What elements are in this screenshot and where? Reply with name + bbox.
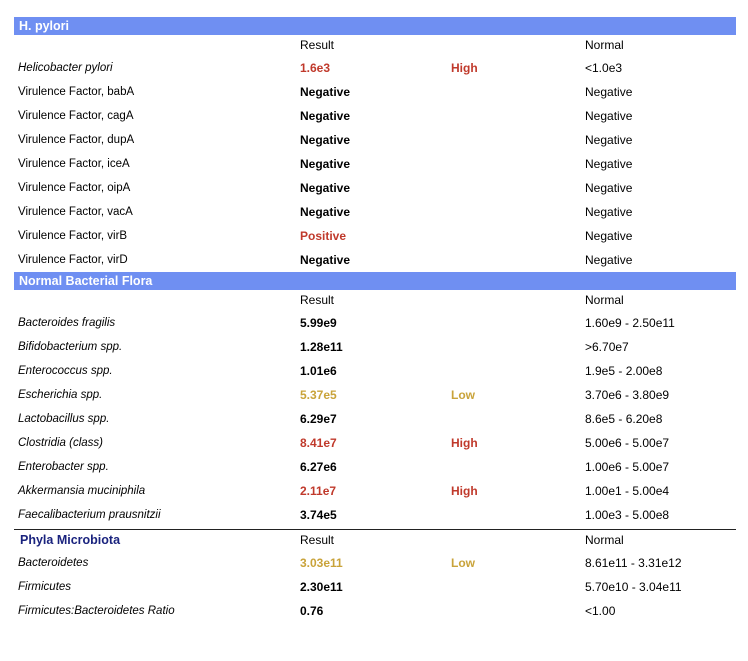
normal-range: Negative bbox=[585, 229, 633, 243]
result-value: 2.11e7 bbox=[300, 484, 337, 498]
result-value: Negative bbox=[300, 181, 351, 195]
table-row bbox=[14, 248, 736, 272]
analyte-name: Virulence Factor, virD bbox=[18, 254, 128, 266]
result-value: 8.41e7 bbox=[300, 436, 337, 450]
normal-column-header: Normal bbox=[585, 533, 624, 547]
analyte-name: Helicobacter pylori bbox=[18, 62, 113, 74]
result-column-header: Result bbox=[300, 533, 335, 547]
normal-column-header: Normal bbox=[585, 293, 624, 307]
analyte-name: Virulence Factor, vacA bbox=[18, 206, 133, 218]
table-row bbox=[14, 455, 736, 479]
analyte-name: Bifidobacterium spp. bbox=[18, 341, 123, 353]
table-row bbox=[14, 335, 736, 359]
table-row bbox=[14, 176, 736, 200]
result-value: 3.74e5 bbox=[300, 508, 337, 522]
analyte-name: Clostridia (class) bbox=[18, 437, 103, 449]
normal-range: 1.00e1 - 5.00e4 bbox=[585, 484, 670, 498]
normal-range: Negative bbox=[585, 253, 633, 267]
flag-label: High bbox=[451, 436, 478, 450]
normal-range: Negative bbox=[585, 85, 633, 99]
normal-range: Negative bbox=[585, 133, 633, 147]
phyla-rows bbox=[14, 551, 736, 623]
analyte-name: Virulence Factor, oipA bbox=[18, 182, 131, 194]
result-value: 5.37e5 bbox=[300, 388, 337, 402]
result-value: Negative bbox=[300, 133, 351, 147]
analyte-name: Lactobacillus spp. bbox=[18, 413, 110, 425]
table-row bbox=[14, 383, 736, 407]
result-value: Negative bbox=[300, 157, 351, 171]
normal-column-header: Normal bbox=[585, 38, 624, 52]
result-column-header: Result bbox=[300, 293, 335, 307]
analyte-name: Bacteroides fragilis bbox=[18, 317, 116, 329]
table-row bbox=[14, 407, 736, 431]
table-row bbox=[14, 431, 736, 455]
analyte-name: Faecalibacterium prausnitzii bbox=[18, 509, 161, 521]
analyte-name: Virulence Factor, babA bbox=[18, 86, 135, 98]
result-value: 6.29e7 bbox=[300, 412, 337, 426]
analyte-name: Bacteroidetes bbox=[18, 557, 89, 569]
table-row bbox=[14, 503, 736, 527]
table-row bbox=[14, 599, 736, 623]
result-value: Negative bbox=[300, 85, 351, 99]
normal-range: 1.9e5 - 2.00e8 bbox=[585, 364, 663, 378]
section-header-h-pylori: H. pylori bbox=[14, 17, 736, 35]
table-row bbox=[14, 104, 736, 128]
phyla-section-title: Phyla Microbiota bbox=[20, 533, 121, 547]
analyte-name: Escherichia spp. bbox=[18, 389, 103, 401]
phyla-header-row bbox=[14, 529, 736, 551]
result-column-header: Result bbox=[300, 38, 335, 52]
result-value: Positive bbox=[300, 229, 347, 243]
normal-range: <1.00 bbox=[585, 604, 616, 618]
normal-flora-rows bbox=[14, 311, 736, 527]
result-value: 1.6e3 bbox=[300, 61, 331, 75]
normal-range: 8.6e5 - 6.20e8 bbox=[585, 412, 663, 426]
normal-range: Negative bbox=[585, 181, 633, 195]
analyte-name: Firmicutes bbox=[18, 581, 72, 593]
table-row bbox=[14, 152, 736, 176]
table-row bbox=[14, 359, 736, 383]
table-row bbox=[14, 551, 736, 575]
result-value: 2.30e11 bbox=[300, 580, 343, 594]
table-row bbox=[14, 200, 736, 224]
table-row bbox=[14, 479, 736, 503]
table-row bbox=[14, 224, 736, 248]
result-value: 6.27e6 bbox=[300, 460, 337, 474]
h-pylori-rows bbox=[14, 56, 736, 272]
result-value: 1.01e6 bbox=[300, 364, 337, 378]
analyte-name: Virulence Factor, dupA bbox=[18, 134, 135, 146]
analyte-name: Enterobacter spp. bbox=[18, 461, 109, 473]
result-value: Negative bbox=[300, 109, 351, 123]
normal-range: Negative bbox=[585, 109, 633, 123]
result-value: Negative bbox=[300, 253, 351, 267]
section-header-normal-bacterial-flora: Normal Bacterial Flora bbox=[14, 272, 736, 290]
normal-range: 5.70e10 - 3.04e11 bbox=[585, 580, 682, 594]
normal-range: <1.0e3 bbox=[585, 61, 623, 75]
flag-label: Low bbox=[451, 388, 475, 402]
analyte-name: Enterococcus spp. bbox=[18, 365, 113, 377]
flag-label: High bbox=[451, 61, 478, 75]
normal-range: Negative bbox=[585, 205, 633, 219]
result-value: Negative bbox=[300, 205, 351, 219]
lab-report bbox=[14, 17, 736, 623]
column-header-row bbox=[14, 290, 736, 311]
normal-range: 1.60e9 - 2.50e11 bbox=[585, 316, 675, 330]
column-header-row bbox=[14, 35, 736, 56]
table-row bbox=[14, 575, 736, 599]
analyte-name: Akkermansia muciniphila bbox=[18, 485, 146, 497]
normal-range: 1.00e3 - 5.00e8 bbox=[585, 508, 670, 522]
table-row bbox=[14, 56, 736, 80]
analyte-name: Virulence Factor, virB bbox=[18, 230, 128, 242]
result-value: 5.99e9 bbox=[300, 316, 337, 330]
normal-range: >6.70e7 bbox=[585, 340, 629, 354]
normal-range: 3.70e6 - 3.80e9 bbox=[585, 388, 670, 402]
normal-range: 1.00e6 - 5.00e7 bbox=[585, 460, 670, 474]
result-value: 3.03e11 bbox=[300, 556, 343, 570]
flag-label: Low bbox=[451, 556, 475, 570]
result-value: 1.28e11 bbox=[300, 340, 343, 354]
normal-range: 5.00e6 - 5.00e7 bbox=[585, 436, 670, 450]
normal-range: Negative bbox=[585, 157, 633, 171]
table-row bbox=[14, 311, 736, 335]
analyte-name: Virulence Factor, cagA bbox=[18, 110, 134, 122]
table-row bbox=[14, 80, 736, 104]
flag-label: High bbox=[451, 484, 478, 498]
normal-range: 8.61e11 - 3.31e12 bbox=[585, 556, 682, 570]
result-value: 0.76 bbox=[300, 604, 324, 618]
table-row bbox=[14, 128, 736, 152]
analyte-name: Virulence Factor, iceA bbox=[18, 158, 130, 170]
analyte-name: Firmicutes:Bacteroidetes Ratio bbox=[18, 605, 175, 617]
